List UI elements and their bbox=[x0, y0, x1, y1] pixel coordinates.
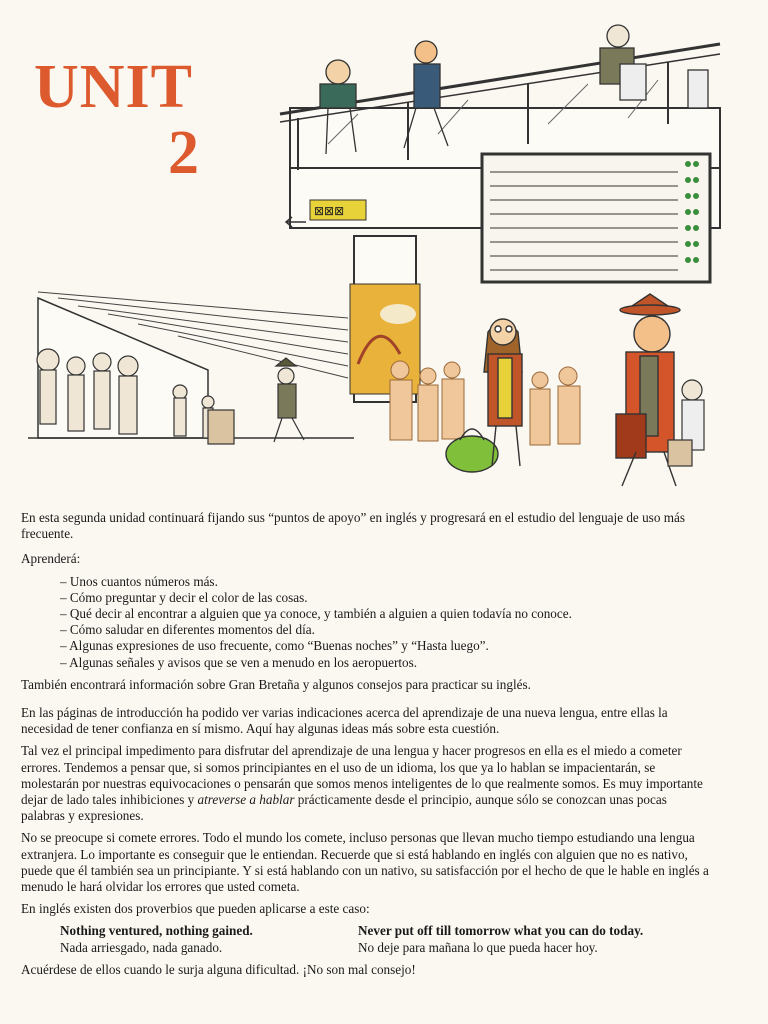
proverb-english: Never put off till tomorrow what you can do today. bbox=[358, 923, 644, 939]
proverb-2 bbox=[358, 923, 643, 955]
unit-heading bbox=[34, 53, 199, 187]
list-item: – Unos cuantos números más. bbox=[60, 573, 218, 589]
airport-sign-symbols: ⊠⊠⊠ bbox=[314, 204, 345, 218]
learn-heading: Aprenderá: bbox=[21, 551, 81, 567]
unit-word: UNIT bbox=[34, 53, 194, 121]
body-text bbox=[21, 510, 713, 984]
unit-number: 2 bbox=[168, 119, 199, 187]
closing-paragraph: Acuérdese de ellos cuando le surja alguna dificultad. ¡No son mal consejo! bbox=[21, 961, 416, 977]
proverb-spanish: Nada arriesgado, nada ganado. bbox=[60, 939, 223, 955]
proverb-english: Nothing ventured, nothing gained. bbox=[60, 923, 253, 939]
proverbs bbox=[21, 923, 713, 955]
paragraph-errors-end: prácticamente desde el principio, aunque sólo se conozcan unas pocas palabras y expresiones. bbox=[21, 792, 667, 824]
paragraph-errors bbox=[21, 743, 713, 824]
list-item: – Qué decir al encontrar a alguien que ya conoce, y también a alguien a quien todavía no conoce. bbox=[60, 606, 572, 622]
paragraph-mistakes: No se preocupe si comete errores. Todo el mundo los comete, incluso personas que llevan mucho tiempo estudiando una lengua extranjera. Lo importante es conseguir que le entiendan. Recuerde que si está hablando en inglés con alguien que no es nativo, puede que él también sea un principiante. Y si está hablando con un nativo, su satisfacción por el hecho de que le hable en inglés a menudo le hará olvidar los errores que usted cometa. bbox=[21, 830, 709, 895]
proverb-spanish: No deje para mañana lo que pueda hacer hoy. bbox=[358, 939, 598, 955]
proverb-1 bbox=[60, 923, 358, 955]
paragraph-errors-start: Tal vez el principal impedimento para disfrutar del aprendizaje de una lengua y hacer progresos en ella es el miedo a cometer errores. Tendemos a pensar que, si somos principiantes en el uso de un idioma, los que ya lo hablan se impacientarán, se molestarán por nuestras equivocaciones o pensarán que somos menos inteligentes de lo que realmente somos. Es muy importante dejar de lado tales inhibiciones y bbox=[21, 743, 703, 808]
also-paragraph: También encontrará información sobre Gran Bretaña y algunos consejos para practicar su inglés. bbox=[21, 676, 531, 692]
list-item: – Cómo preguntar y decir el color de las cosas. bbox=[60, 589, 308, 605]
list-item: – Algunas señales y avisos que se ven a menudo en los aeropuertos. bbox=[60, 654, 418, 670]
intro-paragraph: En esta segunda unidad continuará fijando sus “puntos de apoyo” en inglés y progresará en el estudio del lenguaje de uso más frecuente. bbox=[21, 510, 685, 542]
paragraph-confidence: En las páginas de introducción ha podido ver varias indicaciones acerca del aprendizaje de una nueva lengua, entre ellas la necesidad de tener confianza en sí mismo. Aquí hay algunas ideas más sobre esta cuestión. bbox=[21, 705, 668, 737]
learn-list bbox=[60, 574, 713, 671]
list-item: – Cómo saludar en diferentes momentos del día. bbox=[60, 622, 315, 638]
emphasis-dare-to-speak: atreverse a hablar bbox=[197, 792, 295, 808]
proverbs-intro: En inglés existen dos proverbios que pueden aplicarse a este caso: bbox=[21, 901, 370, 917]
list-item: – Algunas expresiones de uso frecuente, como “Buenas noches” y “Hasta luego”. bbox=[60, 638, 489, 654]
